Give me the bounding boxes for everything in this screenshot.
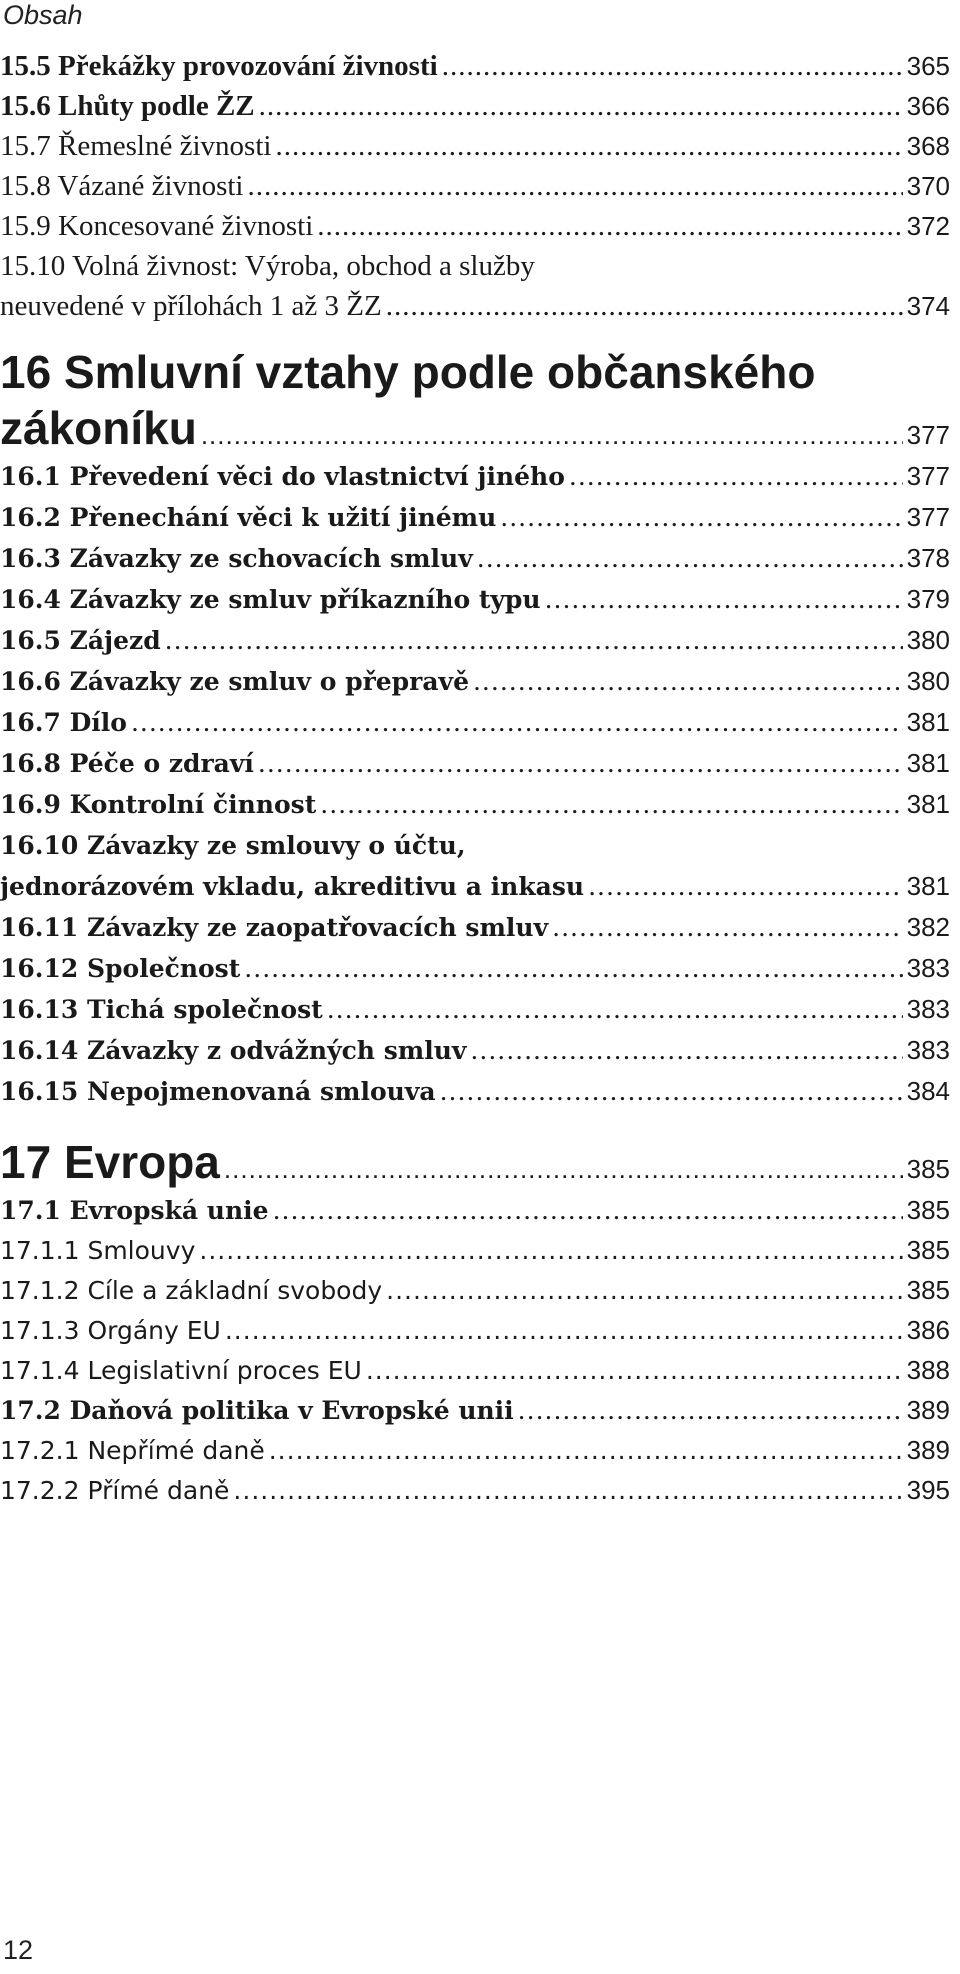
dot-leader — [199, 1231, 902, 1271]
toc-entry-title: 17.1 Evropská unie — [0, 1196, 269, 1225]
dot-leader — [275, 126, 902, 166]
toc-entry — [0, 46, 950, 86]
toc-entry-page: 377 — [906, 502, 950, 532]
toc-entry — [0, 1430, 950, 1470]
toc-entry-page: 383 — [906, 994, 950, 1024]
toc-entry-page: 386 — [906, 1315, 950, 1345]
chapter-page: 385 — [906, 1154, 950, 1184]
toc-entry-title: 16.12 Společnost — [0, 954, 241, 983]
dot-leader — [518, 1391, 903, 1431]
toc-entry-page: 381 — [906, 748, 950, 778]
chapter-page: 377 — [906, 420, 950, 450]
toc-entry-title-line1: 16.10 Závazky ze smlouvy o účtu, — [0, 831, 466, 860]
toc-entry — [0, 1230, 950, 1270]
toc-entry-page: 379 — [906, 584, 950, 614]
toc-entry-title: 17.1.3 Orgány EU — [0, 1316, 221, 1345]
toc-entry — [0, 702, 950, 743]
toc-entry-title: 16.15 Nepojmenovaná smlouva — [0, 1077, 436, 1106]
toc-entry — [0, 1190, 950, 1230]
dot-leader — [327, 989, 903, 1030]
chapter-title-line1: 16 Smluvní vztahy podle občanského — [0, 346, 816, 398]
toc-entry — [0, 784, 950, 825]
toc-entry — [0, 1310, 950, 1350]
dot-leader — [224, 1141, 903, 1197]
toc-entry — [0, 1470, 950, 1510]
toc-entry-title: 15.8 Vázané živnosti — [0, 170, 244, 202]
dot-leader — [244, 948, 902, 989]
toc-entry-title: 16.4 Závazky ze smluv příkazního typu — [0, 585, 541, 614]
toc-entry — [0, 206, 950, 246]
toc-entry-page: 389 — [906, 1435, 950, 1465]
toc-entry-title: 16.6 Závazky ze smluv o přepravě — [0, 667, 469, 696]
toc-entry — [0, 86, 950, 126]
toc-entry-page: 381 — [906, 871, 950, 901]
toc-entry-page: 365 — [906, 51, 950, 81]
toc-entry-page: 383 — [906, 1035, 950, 1065]
toc-entry — [0, 989, 950, 1030]
toc-entry-page: 378 — [906, 543, 950, 573]
toc-entry — [0, 743, 950, 784]
toc-entry-page: 381 — [906, 707, 950, 737]
toc-entry-title: 17.2 Daňová politika v Evropské unii — [0, 1396, 514, 1425]
chapter-heading — [0, 344, 950, 456]
toc-entry-title: 17.2.1 Nepřímé daně — [0, 1436, 265, 1465]
toc-entry-title-line1: 15.10 Volná živnost: Výroba, obchod a služby — [0, 250, 535, 282]
dot-leader — [131, 702, 903, 743]
toc-entry-title: 16.8 Péče o zdraví — [0, 749, 254, 778]
toc-entry — [0, 246, 950, 326]
toc-entry — [0, 1390, 950, 1430]
toc-entry-title: 16.7 Dílo — [0, 708, 127, 737]
toc-entry — [0, 825, 950, 907]
page-number: 12 — [3, 1935, 34, 1965]
dot-leader — [259, 86, 903, 126]
toc-entry — [0, 497, 950, 538]
dot-leader — [545, 579, 903, 620]
toc-entry-title: 15.6 Lhůty podle ŽZ — [0, 90, 255, 122]
dot-leader — [477, 538, 903, 579]
toc-entry — [0, 1071, 950, 1112]
dot-leader — [258, 743, 903, 784]
toc-entry — [0, 1030, 950, 1071]
toc-entry-title-line2: jednorázovém vkladu, akreditivu a inkasu — [0, 872, 585, 901]
toc-entry-page: 388 — [906, 1355, 950, 1385]
dot-leader — [500, 497, 902, 538]
toc-entry-page: 384 — [906, 1076, 950, 1106]
dot-leader — [269, 1431, 903, 1471]
toc-entry-title: 16.13 Tichá společnost — [0, 995, 323, 1024]
toc-entry-title: 15.9 Koncesované živnosti — [0, 210, 314, 242]
chapter-title-line2: zákoníku — [0, 402, 197, 454]
chapter-title: 17 Evropa — [0, 1136, 220, 1188]
dot-leader — [320, 784, 902, 825]
toc-entry-title: 16.9 Kontrolní činnost — [0, 790, 317, 819]
toc-entry-title: 17.1.1 Smlouvy — [0, 1236, 196, 1265]
toc-entry — [0, 166, 950, 206]
toc-entry — [0, 661, 950, 702]
toc-entry-title: 16.14 Závazky z odvážných smluv — [0, 1036, 467, 1065]
toc-entry-page: 381 — [906, 789, 950, 819]
toc-entry — [0, 1270, 950, 1310]
toc-entry-page: 370 — [906, 171, 950, 201]
toc-entry-page: 366 — [906, 91, 950, 121]
dot-leader — [386, 1271, 902, 1311]
chapter-heading — [0, 1134, 950, 1190]
dot-leader — [233, 1471, 902, 1511]
toc-entry-page: 385 — [906, 1275, 950, 1305]
dot-leader — [386, 286, 903, 326]
toc-entry-title: 16.5 Zájezd — [0, 626, 161, 655]
toc-entry-page: 372 — [906, 211, 950, 241]
toc-entry-title: 15.5 Překážky provozování živnosti — [0, 50, 438, 82]
toc-entry-page: 380 — [906, 625, 950, 655]
running-header: Obsah — [3, 0, 83, 30]
toc-entry-title-line2: neuvedené v přílohách 1 až 3 ŽZ — [0, 290, 382, 322]
dot-leader — [317, 206, 902, 246]
dot-leader — [165, 620, 903, 661]
toc-entry-page: 395 — [906, 1475, 950, 1505]
toc-entry-title: 17.2.2 Přímé daně — [0, 1476, 230, 1505]
toc-entry-page: 368 — [906, 131, 950, 161]
toc-entry-page: 385 — [906, 1195, 950, 1225]
toc-entry-title: 16.2 Přenechání věci k užití jinému — [0, 503, 497, 532]
toc-entry-title: 16.1 Převedení věci do vlastnictví jiného — [0, 462, 565, 491]
toc-entry — [0, 1350, 950, 1390]
toc-entry-title: 15.7 Řemeslné živnosti — [0, 130, 272, 162]
dot-leader — [552, 907, 902, 948]
toc-entry-page: 380 — [906, 666, 950, 696]
toc-entry — [0, 948, 950, 989]
dot-leader — [366, 1351, 903, 1391]
table-of-contents — [0, 46, 950, 1510]
toc-entry — [0, 126, 950, 166]
toc-entry-title: 16.11 Závazky ze zaopatřovacích smluv — [0, 913, 549, 942]
dot-leader — [442, 46, 903, 86]
toc-entry-page: 374 — [906, 291, 950, 321]
toc-entry-page: 389 — [906, 1395, 950, 1425]
dot-leader — [201, 407, 903, 463]
toc-entry-title: 16.3 Závazky ze schovacích smluv — [0, 544, 473, 573]
toc-entry-page: 382 — [906, 912, 950, 942]
dot-leader — [273, 1191, 903, 1231]
toc-entry — [0, 620, 950, 661]
toc-entry-title: 17.1.4 Legislativní proces EU — [0, 1356, 362, 1385]
dot-leader — [588, 866, 903, 907]
toc-entry — [0, 579, 950, 620]
toc-entry-page: 385 — [906, 1235, 950, 1265]
dot-leader — [225, 1311, 903, 1351]
dot-leader — [470, 1030, 902, 1071]
toc-entry — [0, 907, 950, 948]
dot-leader — [440, 1071, 903, 1112]
toc-entry-page: 377 — [906, 461, 950, 491]
dot-leader — [247, 166, 902, 206]
toc-entry-title: 17.1.2 Cíle a základní svobody — [0, 1276, 383, 1305]
toc-entry-page: 383 — [906, 953, 950, 983]
dot-leader — [473, 661, 903, 702]
toc-entry — [0, 538, 950, 579]
